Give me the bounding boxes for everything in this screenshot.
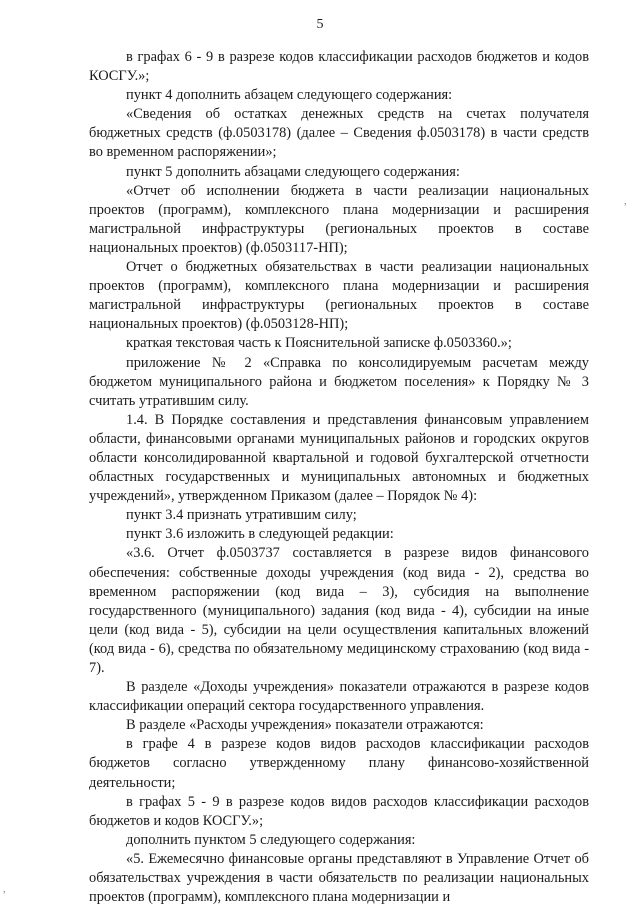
- paragraph: В разделе «Расходы учреждения» показатели отражаются:: [126, 717, 484, 734]
- paragraph: Отчет о бюджетных обязательствах в части реализации национальных проектов (программ), комплексного плана модернизации и расширения магистральной инфраструктуры (региональных проектов в составе национальных проектов) (ф.0503128-НП);: [89, 259, 589, 333]
- paragraph: приложение № 2 «Справка по консолидируемым расчетам между бюджетом муниципального района и бюджетом поселения» к Порядку № 3 считать утратившим силу.: [89, 354, 589, 409]
- paragraph: пункт 5 дополнить абзацами следующего содержания:: [126, 163, 460, 180]
- page-number: 5: [316, 17, 324, 32]
- scan-mark: ,: [3, 884, 6, 895]
- paragraph: краткая текстовая часть к Пояснительной записке ф.0503360.»;: [126, 335, 512, 352]
- paragraph: в графах 6 - 9 в разрезе кодов классификации расходов бюджетов и кодов КОСГУ.»;: [89, 49, 589, 85]
- paragraph: пункт 3.4 признать утратившим силу;: [126, 507, 357, 524]
- paragraph: «5. Ежемесячно финансовые органы представляют в Управление Отчет об обязательствах учреждения в части обязательств по реализации национальных проектов (программ), комплексного плана модернизации и: [89, 850, 589, 906]
- scan-mark: ,: [624, 196, 627, 207]
- paragraph: «Отчет об исполнении бюджета в части реализации национальных проектов (программ), комплексного плана модернизации и расширения магистральной инфраструктуры (региональных проектов в составе национальных проектов) (ф.0503117-НП);: [89, 182, 589, 256]
- paragraph: дополнить пунктом 5 следующего содержания:: [126, 831, 416, 848]
- paragraph: в графе 4 в разрезе кодов видов расходов классификации расходов бюджетов согласно утвержденному плану финансово-хозяйственной деятельности;: [89, 736, 589, 791]
- paragraph: пункт 3.6 изложить в следующей редакции:: [126, 526, 394, 543]
- paragraph: в графах 5 - 9 в разрезе кодов видов расходов классификации расходов бюджетов и кодов КОСГУ.»;: [89, 793, 589, 829]
- paragraph: 1.4. В Порядке составления и представления финансовым управлением области, финансовыми органами муниципальных районов и городских округов области консолидированной квартальной и годовой бухгалтерской отчетности областных государственных и муниципальных автономных и бюджетных учреждений», утвержденном Приказом (далее – Порядок № 4):: [89, 411, 589, 505]
- paragraph: «Сведения об остатках денежных средств на счетах получателя бюджетных средств (ф.0503178) (далее – Сведения ф.0503178) в части средств во временном распоряжении»;: [89, 106, 589, 161]
- paragraph: пункт 4 дополнить абзацем следующего содержания:: [126, 87, 453, 104]
- document-body: [89, 48, 589, 907]
- paragraph: В разделе «Доходы учреждения» показатели отражаются в разрезе кодов классификации операций сектора государственного управления.: [89, 679, 589, 715]
- paragraph: «3.6. Отчет ф.0503737 составляется в разрезе видов финансового обеспечения: собственные доходы учреждения (код вида - 2), средства во временном распоряжении (код вида – 3), субсидия на выполнение государственного (муниципального) задания (код вида - 4), субсидии на иные цели (код вида - 5), субсидии на цели осуществления капитальных вложений (код вида - 6), средства по обязательному медицинскому страхованию (код вида - 7).: [89, 545, 589, 676]
